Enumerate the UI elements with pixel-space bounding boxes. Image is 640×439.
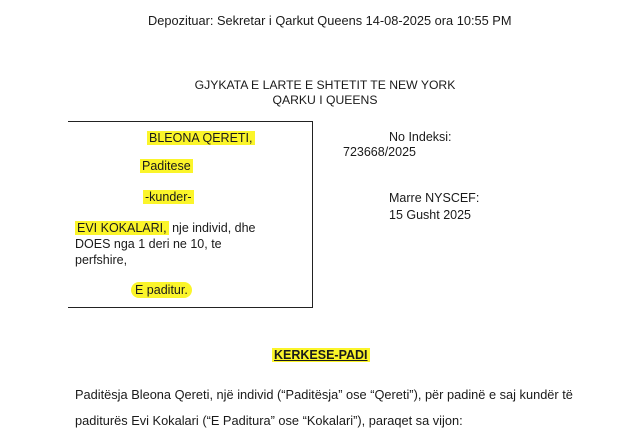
nyscef-date: 15 Gusht 2025 <box>389 208 472 222</box>
document-title-highlight: KERKESE-PADI <box>274 348 368 362</box>
plaintiff-name-highlight: BLEONA QERETI, <box>149 131 253 145</box>
court-name: GJYKATA E LARTE E SHTETIT TE NEW YORK <box>194 78 456 92</box>
defendant-desc-1: nje individ, dhe <box>168 221 256 235</box>
index-label: No Indeksi: <box>389 130 452 144</box>
body-line-1: Paditësja Bleona Qereti, një individ (“Paditësja” ose “Qereti”), për padinë e saj kundër të <box>75 387 573 402</box>
plaintiff-role-highlight: Paditese <box>142 159 191 173</box>
defendant-line-2: DOES nga 1 deri ne 10, te <box>75 237 222 251</box>
body-line-2: paditurës Evi Kokalari (“E Paditura” ose “Kokalari”), paraqet sa vijon: <box>75 413 463 428</box>
defendant-line-3: perfshire, <box>75 253 128 267</box>
defendant-role <box>131 283 192 297</box>
defendant-name-highlight: EVI KOKALARI, <box>77 221 167 235</box>
case-caption-box <box>68 121 313 308</box>
defendant-line-1 <box>75 221 256 235</box>
index-number: 723668/2025 <box>343 145 416 159</box>
filing-stamp: Depozituar: Sekretar i Qarkut Queens 14-08-2025 ora 10:55 PM <box>148 13 512 28</box>
versus-highlight: -kunder- <box>145 190 192 204</box>
plaintiff-name <box>147 131 255 145</box>
document-title <box>272 348 370 362</box>
defendant-role-highlight: E paditur. <box>131 282 192 298</box>
plaintiff-role <box>140 159 193 173</box>
court-county: QARKU I QUEENS <box>272 93 378 107</box>
versus-label <box>143 190 194 204</box>
nyscef-label: Marre NYSCEF: <box>389 191 480 205</box>
